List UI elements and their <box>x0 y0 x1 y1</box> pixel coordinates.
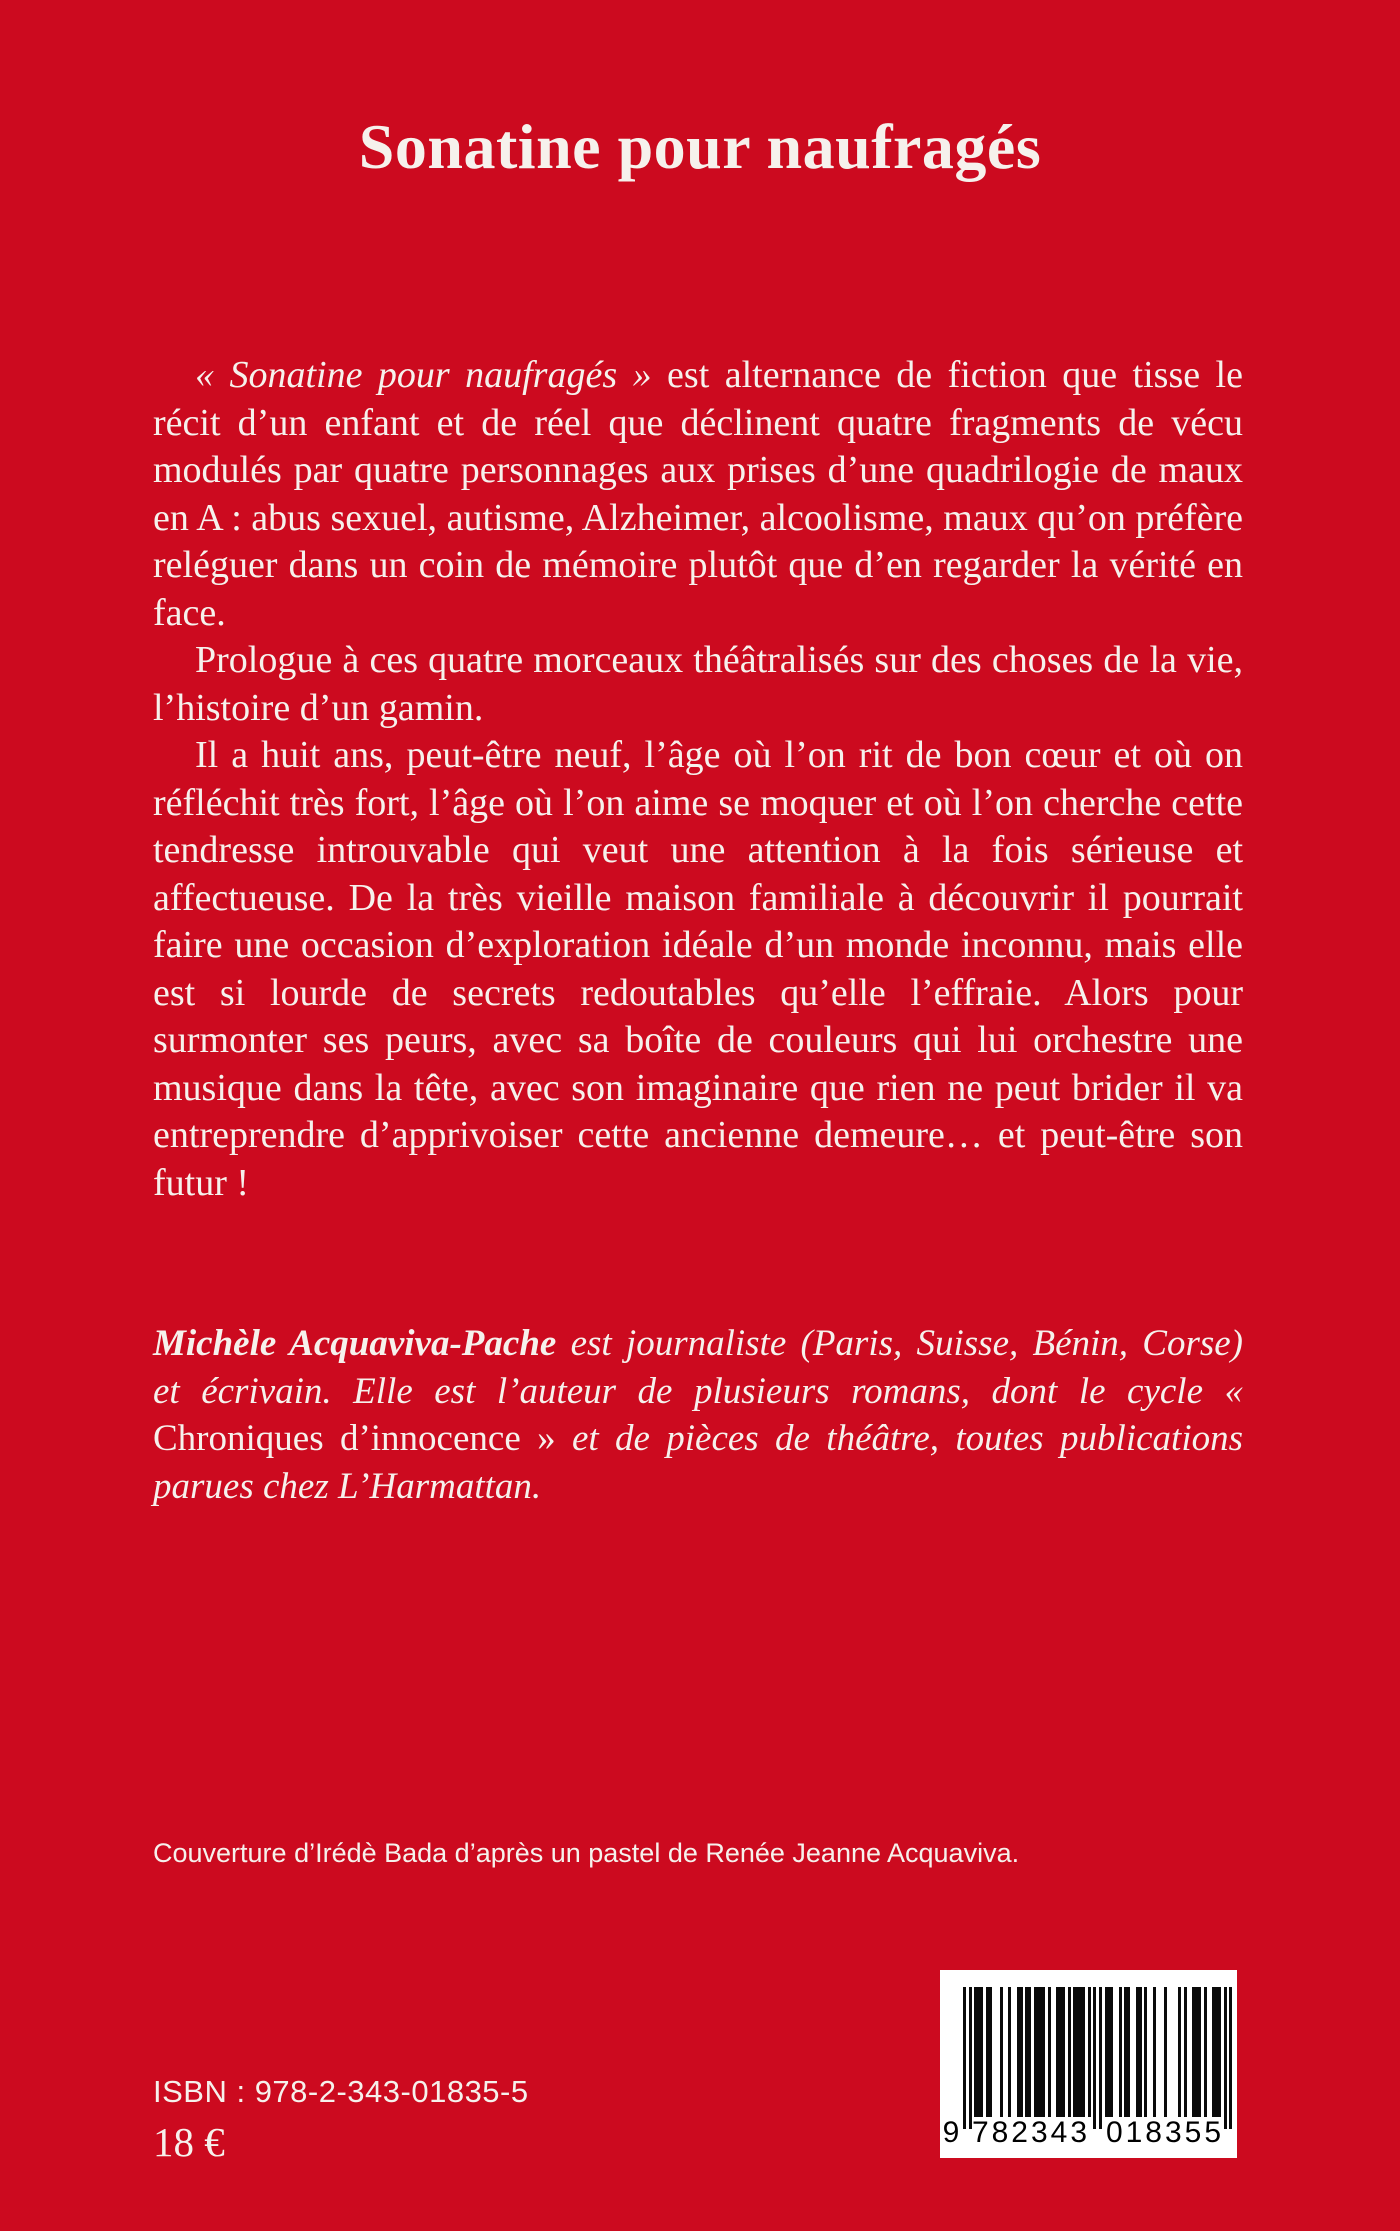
isbn-label: ISBN : 978-2-343-01835-5 <box>153 2074 529 2109</box>
synopsis-paragraph-2: Prologue à ces quatre morceaux théâtralisés sur des choses de la vie, l’histoire d’un gamin. <box>153 639 1243 729</box>
price-label: 18 € <box>153 2119 225 2165</box>
synopsis-paragraph-1 <box>153 352 1243 637</box>
author-bio <box>153 1320 1243 1510</box>
barcode-digits-left: 782343 <box>971 2116 1091 2149</box>
synopsis-paragraph-1-text: est alternance de fiction que tisse le récit d’un enfant et de réel que déclinent quatre fragments de vécu modulés par quatre personnages aux prises d’une quadrilogie de maux en A : abus sexuel, autisme, Alzheimer, alcoolisme, maux qu’on préfère reléguer dans un coin de mémoire plutôt que d’en regarder la vérité en face. <box>153 354 1243 634</box>
synopsis <box>153 352 1243 1207</box>
author-bio-text-1: est journaliste (Paris, Suisse, Bénin, Corse) et écrivain. Elle est l’auteur de plusieurs romans, dont le cycle « <box>153 1323 1244 1412</box>
synopsis-paragraph-3: Il a huit ans, peut-être neuf, l’âge où l’on rit de bon cœur et où on réfléchit très fort, l’âge où l’on aime se moquer et où l’on cherche cette tendresse introuvable qui veut une attention à la fois sérieuse et affectueuse. De la très vieille maison familiale à découvrir il pourrait faire une occasion d’exploration idéale d’un monde inconnu, mais elle est si lourde de secrets redoutables qu’elle l’effraie. Alors pour surmonter ses peurs, avec sa boîte de couleurs qui lui orchestre une musique dans la tête, avec son imaginaire que rien ne peut brider il va entreprendre d’apprivoiser cette ancienne demeure… et peut-être son futur ! <box>153 734 1243 1204</box>
barcode-digits-right: 018355 <box>1105 2116 1225 2149</box>
synopsis-title-mention: « Sonatine pour naufragés » <box>195 354 652 396</box>
author-name: Michèle Acquaviva-Pache <box>153 1323 557 1364</box>
cycle-title: Chroniques d’innocence » <box>153 1418 556 1459</box>
book-title: Sonatine pour naufragés <box>358 111 1042 182</box>
barcode <box>940 1970 1237 2158</box>
barcode-digit-system: 9 <box>942 2116 960 2149</box>
barcode-bars <box>963 1987 1232 2129</box>
author-bio-text-2: et de pièces de théâtre, toutes publications parues chez L’Harmattan. <box>153 1418 1243 1507</box>
cover-credit: Couverture d’Irédè Bada d’après un pastel de Renée Jeanne Acquaviva. <box>153 1838 1020 1868</box>
